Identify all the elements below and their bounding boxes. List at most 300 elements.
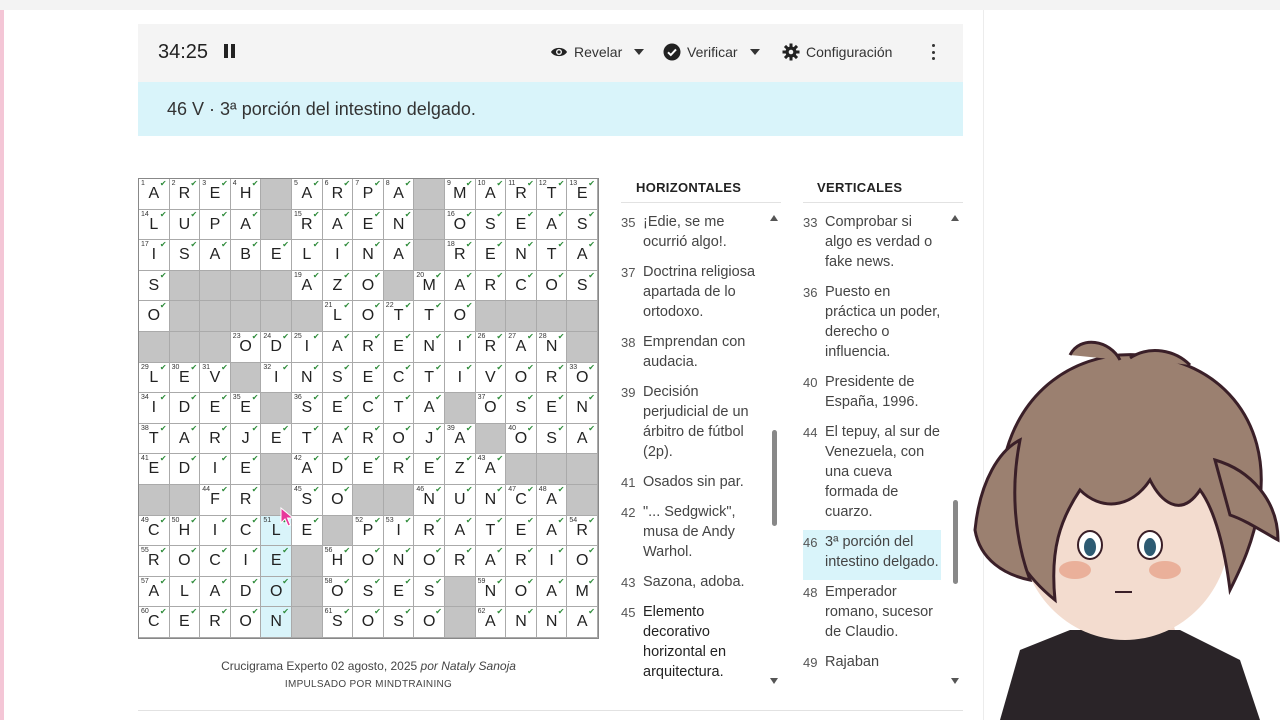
grid-cell[interactable] bbox=[170, 240, 201, 271]
check-mark-icon: ✔ bbox=[496, 240, 504, 250]
cell-letter: J bbox=[241, 429, 250, 447]
cell-letter: E bbox=[423, 460, 435, 478]
clue-text: Presidente de España, 1996. bbox=[825, 374, 919, 410]
grid-cell[interactable] bbox=[231, 210, 262, 241]
grid-cell[interactable] bbox=[506, 210, 537, 241]
check-mark-icon: ✔ bbox=[282, 546, 289, 556]
grid-cell[interactable] bbox=[445, 332, 476, 363]
check-mark-icon: ✔ bbox=[312, 240, 320, 250]
cell-letter: N bbox=[423, 491, 435, 508]
grid-cell[interactable] bbox=[384, 516, 415, 547]
grid-cell[interactable] bbox=[139, 546, 170, 577]
grid-cell[interactable] bbox=[476, 240, 507, 271]
grid-cell[interactable] bbox=[567, 240, 598, 271]
reveal-menu[interactable] bbox=[550, 43, 644, 61]
grid-cell[interactable] bbox=[231, 424, 262, 455]
grid-cell[interactable] bbox=[414, 393, 445, 424]
verify-menu[interactable] bbox=[663, 43, 760, 61]
grid-cell[interactable] bbox=[537, 546, 568, 577]
grid-cell[interactable] bbox=[353, 607, 384, 638]
grid-cell[interactable] bbox=[384, 546, 415, 577]
grid-cell[interactable] bbox=[200, 240, 231, 271]
grid-cell[interactable] bbox=[323, 179, 354, 210]
cell-letter: O bbox=[514, 368, 528, 386]
grid-cell[interactable] bbox=[476, 516, 507, 547]
check-mark-icon: ✔ bbox=[190, 393, 198, 403]
grid-cell[interactable] bbox=[261, 240, 292, 271]
grid-cell[interactable] bbox=[323, 485, 354, 516]
check-mark-icon: ✔ bbox=[435, 546, 442, 556]
grid-cell[interactable] bbox=[384, 393, 415, 424]
grid-cell[interactable] bbox=[353, 332, 384, 363]
grid-cell[interactable] bbox=[384, 363, 415, 394]
down-scroll-down-icon[interactable] bbox=[951, 678, 959, 684]
cell-letter: I bbox=[457, 338, 463, 355]
across-scroll-up-icon[interactable] bbox=[770, 215, 778, 221]
check-mark-icon: ✔ bbox=[435, 301, 442, 311]
grid-cell[interactable] bbox=[170, 363, 201, 394]
grid-cell[interactable] bbox=[567, 179, 598, 210]
grid-cell[interactable] bbox=[231, 393, 262, 424]
cell-letter: I bbox=[212, 521, 218, 539]
grid-cell[interactable] bbox=[353, 393, 384, 424]
grid-cell[interactable] bbox=[353, 240, 384, 271]
gear-icon bbox=[782, 43, 800, 61]
grid-cell[interactable] bbox=[323, 577, 354, 608]
grid-cell[interactable] bbox=[200, 607, 231, 638]
grid-cell[interactable] bbox=[231, 607, 262, 638]
cell-letter: C bbox=[362, 399, 374, 417]
grid-cell[interactable] bbox=[445, 485, 476, 516]
cell-number: 61 bbox=[324, 608, 333, 616]
grid-cell[interactable] bbox=[323, 546, 354, 577]
grid-cell[interactable] bbox=[231, 332, 262, 363]
check-mark-icon: ✔ bbox=[435, 515, 442, 525]
grid-cell[interactable] bbox=[537, 607, 568, 638]
grid-cell[interactable] bbox=[506, 240, 537, 271]
cell-letter: Z bbox=[332, 276, 343, 294]
grid-cell[interactable] bbox=[292, 332, 323, 363]
grid-cell[interactable] bbox=[567, 363, 598, 394]
grid-block bbox=[414, 210, 445, 241]
check-mark-icon: ✔ bbox=[465, 423, 473, 433]
grid-cell[interactable] bbox=[200, 363, 231, 394]
grid-cell[interactable] bbox=[323, 454, 354, 485]
clue-item[interactable] bbox=[803, 210, 941, 280]
grid-cell[interactable] bbox=[292, 240, 323, 271]
grid-cell[interactable] bbox=[353, 546, 384, 577]
grid-block bbox=[170, 332, 201, 363]
check-mark-icon: ✔ bbox=[190, 607, 198, 617]
grid-cell[interactable] bbox=[476, 454, 507, 485]
clue-number: 44 bbox=[803, 425, 818, 440]
grid-cell[interactable] bbox=[476, 271, 507, 302]
grid-cell[interactable] bbox=[139, 607, 170, 638]
grid-cell[interactable] bbox=[139, 454, 170, 485]
grid-cell[interactable] bbox=[200, 485, 231, 516]
cell-number: 45 bbox=[294, 486, 302, 493]
grid-cell[interactable] bbox=[445, 179, 476, 210]
grid-cell[interactable] bbox=[170, 607, 201, 638]
cell-letter: P bbox=[362, 521, 374, 539]
grid-cell[interactable] bbox=[537, 271, 568, 302]
grid-cell[interactable] bbox=[323, 210, 354, 241]
cell-number: 40 bbox=[508, 424, 516, 432]
grid-cell[interactable] bbox=[567, 424, 598, 455]
cell-letter: R bbox=[515, 552, 527, 570]
grid-cell[interactable] bbox=[323, 240, 354, 271]
cell-number: 57 bbox=[141, 577, 149, 585]
check-mark-icon: ✔ bbox=[251, 515, 259, 525]
cell-letter: D bbox=[270, 338, 282, 355]
cell-letter: I bbox=[243, 552, 248, 570]
grid-cell[interactable] bbox=[261, 424, 292, 455]
grid-cell[interactable] bbox=[261, 577, 292, 608]
grid-cell[interactable] bbox=[261, 607, 292, 638]
settings-button[interactable] bbox=[782, 43, 892, 61]
grid-cell[interactable] bbox=[414, 363, 445, 394]
grid-cell[interactable] bbox=[200, 393, 231, 424]
grid-cell[interactable] bbox=[567, 271, 598, 302]
grid-cell[interactable] bbox=[567, 607, 598, 638]
grid-cell[interactable] bbox=[292, 485, 323, 516]
grid-cell[interactable] bbox=[445, 301, 476, 332]
cell-letter: O bbox=[147, 307, 161, 325]
grid-cell[interactable] bbox=[537, 424, 568, 455]
clue-item[interactable] bbox=[621, 380, 761, 470]
grid-cell[interactable] bbox=[384, 424, 415, 455]
check-mark-icon: ✔ bbox=[588, 179, 595, 188]
grid-cell[interactable] bbox=[506, 393, 537, 424]
down-scroll-up-icon[interactable] bbox=[951, 215, 959, 221]
grid-cell[interactable] bbox=[414, 424, 445, 455]
grid-cell[interactable] bbox=[537, 240, 568, 271]
clue-item[interactable] bbox=[803, 370, 941, 420]
cell-letter: A bbox=[546, 491, 557, 508]
cell-letter: E bbox=[240, 460, 251, 478]
check-mark-icon: ✔ bbox=[527, 179, 534, 188]
grid-cell[interactable] bbox=[567, 210, 598, 241]
grid-cell[interactable] bbox=[139, 424, 170, 455]
cell-letter: T bbox=[424, 368, 435, 386]
grid-cell[interactable] bbox=[567, 577, 598, 608]
cell-letter: U bbox=[178, 215, 191, 233]
grid-cell[interactable] bbox=[537, 179, 568, 210]
grid-cell[interactable] bbox=[323, 363, 354, 394]
clue-item[interactable] bbox=[621, 570, 761, 600]
grid-cell[interactable] bbox=[139, 577, 170, 608]
cell-number: 24 bbox=[263, 333, 272, 340]
grid-cell[interactable] bbox=[384, 454, 415, 485]
check-mark-icon: ✔ bbox=[159, 362, 167, 372]
clue-item[interactable] bbox=[803, 650, 941, 680]
cell-letter: A bbox=[148, 582, 160, 600]
cell-number: 28 bbox=[538, 333, 547, 340]
grid-cell[interactable] bbox=[353, 271, 384, 302]
down-divider bbox=[803, 202, 963, 203]
grid-cell[interactable] bbox=[384, 240, 415, 271]
grid-cell[interactable] bbox=[353, 454, 384, 485]
grid-cell[interactable] bbox=[414, 271, 445, 302]
grid-cell[interactable] bbox=[231, 240, 262, 271]
cell-number: 43 bbox=[477, 455, 486, 463]
cell-letter: E bbox=[546, 399, 557, 417]
cell-number: 4 bbox=[232, 180, 237, 187]
grid-cell[interactable] bbox=[323, 301, 354, 332]
check-mark-icon: ✔ bbox=[251, 179, 259, 188]
grid-cell[interactable] bbox=[537, 210, 568, 241]
grid-cell[interactable] bbox=[384, 607, 415, 638]
grid-cell[interactable] bbox=[200, 210, 231, 241]
grid-cell[interactable] bbox=[170, 577, 201, 608]
grid-cell[interactable] bbox=[506, 271, 537, 302]
grid-cell[interactable] bbox=[170, 179, 201, 210]
grid-cell[interactable] bbox=[476, 607, 507, 638]
grid-cell[interactable] bbox=[414, 546, 445, 577]
clue-number: 49 bbox=[803, 655, 818, 670]
grid-cell[interactable] bbox=[292, 454, 323, 485]
cell-letter: O bbox=[422, 613, 436, 631]
grid-cell[interactable] bbox=[506, 485, 537, 516]
grid-cell[interactable] bbox=[537, 332, 568, 363]
grid-cell[interactable] bbox=[353, 301, 384, 332]
grid-cell[interactable] bbox=[414, 301, 445, 332]
grid-cell[interactable] bbox=[231, 516, 262, 547]
grid-cell[interactable] bbox=[537, 363, 568, 394]
grid-cell[interactable] bbox=[414, 332, 445, 363]
grid-cell[interactable] bbox=[476, 546, 507, 577]
grid-cell[interactable] bbox=[476, 332, 507, 363]
grid-cell[interactable] bbox=[445, 210, 476, 241]
grid-cell[interactable] bbox=[414, 454, 445, 485]
check-mark-icon: ✔ bbox=[312, 393, 320, 403]
grid-cell[interactable] bbox=[414, 577, 445, 608]
cell-number: 38 bbox=[141, 424, 149, 432]
grid-cell[interactable] bbox=[353, 516, 384, 547]
grid-cell[interactable] bbox=[200, 546, 231, 577]
grid-cell[interactable] bbox=[200, 179, 231, 210]
grid-cell[interactable] bbox=[323, 393, 354, 424]
grid-cell[interactable] bbox=[384, 332, 415, 363]
grid-cell[interactable] bbox=[384, 301, 415, 332]
grid-cell[interactable] bbox=[231, 577, 262, 608]
across-scroll-down-icon[interactable] bbox=[770, 678, 778, 684]
kebab-menu-icon[interactable] bbox=[930, 44, 936, 60]
grid-cell[interactable] bbox=[537, 485, 568, 516]
grid-block bbox=[414, 240, 445, 271]
grid-cell[interactable] bbox=[384, 210, 415, 241]
grid-cell[interactable] bbox=[323, 271, 354, 302]
clue-item[interactable] bbox=[803, 580, 941, 650]
grid-cell[interactable] bbox=[567, 546, 598, 577]
grid-cell[interactable] bbox=[170, 424, 201, 455]
check-mark-icon: ✔ bbox=[282, 332, 289, 341]
grid-cell[interactable] bbox=[170, 516, 201, 547]
cell-letter: E bbox=[301, 521, 313, 539]
grid-cell[interactable] bbox=[506, 577, 537, 608]
grid-cell[interactable] bbox=[506, 516, 537, 547]
grid-cell[interactable] bbox=[292, 363, 323, 394]
grid-block bbox=[170, 301, 201, 332]
grid-cell[interactable] bbox=[139, 210, 170, 241]
grid-cell[interactable] bbox=[200, 577, 231, 608]
grid-cell[interactable] bbox=[261, 363, 292, 394]
clue-item[interactable] bbox=[803, 420, 941, 530]
grid-cell[interactable] bbox=[476, 577, 507, 608]
clue-text: Decisión perjudicial de un árbitro de fútbol (2p). bbox=[643, 384, 749, 460]
down-scrollbar[interactable] bbox=[953, 500, 958, 584]
clue-number: 45 bbox=[621, 605, 636, 620]
grid-cell[interactable] bbox=[200, 424, 231, 455]
grid-cell[interactable] bbox=[292, 210, 323, 241]
clue-number: 38 bbox=[621, 335, 636, 350]
grid-cell[interactable] bbox=[170, 546, 201, 577]
grid-cell[interactable] bbox=[445, 363, 476, 394]
check-mark-icon: ✔ bbox=[221, 485, 228, 494]
grid-cell[interactable] bbox=[353, 424, 384, 455]
grid-cell[interactable] bbox=[476, 179, 507, 210]
cell-number: 48 bbox=[538, 486, 547, 493]
pause-icon[interactable] bbox=[222, 44, 236, 60]
grid-cell[interactable] bbox=[292, 516, 323, 547]
clue-item[interactable] bbox=[803, 530, 941, 580]
grid-cell[interactable] bbox=[537, 393, 568, 424]
grid-cell[interactable] bbox=[445, 271, 476, 302]
check-mark-icon: ✔ bbox=[404, 240, 412, 250]
grid-cell[interactable] bbox=[414, 485, 445, 516]
clue-item[interactable] bbox=[621, 260, 761, 330]
grid-cell[interactable] bbox=[445, 240, 476, 271]
cell-letter: N bbox=[515, 246, 527, 264]
grid-cell[interactable] bbox=[139, 301, 170, 332]
cell-number: 34 bbox=[141, 394, 149, 402]
grid-cell[interactable] bbox=[506, 424, 537, 455]
grid-block bbox=[537, 301, 568, 332]
grid-cell[interactable] bbox=[261, 546, 292, 577]
cell-number: 3 bbox=[202, 180, 207, 187]
grid-cell[interactable] bbox=[292, 393, 323, 424]
clue-item[interactable] bbox=[621, 470, 761, 500]
grid-cell[interactable] bbox=[567, 393, 598, 424]
grid-cell[interactable] bbox=[323, 607, 354, 638]
check-mark-icon: ✔ bbox=[404, 301, 412, 311]
across-scrollbar[interactable] bbox=[772, 430, 777, 526]
check-mark-icon: ✔ bbox=[557, 546, 565, 556]
grid-cell[interactable] bbox=[506, 363, 537, 394]
grid-cell[interactable] bbox=[476, 485, 507, 516]
grid-cell[interactable] bbox=[537, 577, 568, 608]
grid-cell[interactable] bbox=[170, 454, 201, 485]
check-mark-icon: ✔ bbox=[374, 576, 381, 586]
cell-letter: A bbox=[485, 460, 496, 478]
check-mark-icon: ✔ bbox=[190, 209, 198, 219]
grid-cell[interactable] bbox=[445, 424, 476, 455]
grid-cell[interactable] bbox=[353, 210, 384, 241]
grid-cell[interactable] bbox=[384, 577, 415, 608]
grid-block bbox=[476, 424, 507, 455]
clue-item[interactable] bbox=[621, 210, 761, 260]
grid-cell[interactable] bbox=[261, 332, 292, 363]
grid-cell[interactable] bbox=[414, 516, 445, 547]
grid-cell[interactable] bbox=[353, 363, 384, 394]
grid-cell[interactable] bbox=[445, 546, 476, 577]
grid-cell[interactable] bbox=[506, 179, 537, 210]
clue-number: 46 bbox=[803, 535, 818, 550]
grid-cell[interactable] bbox=[200, 454, 231, 485]
grid-cell[interactable] bbox=[445, 454, 476, 485]
grid-cell[interactable] bbox=[170, 210, 201, 241]
clue-item[interactable] bbox=[621, 500, 761, 570]
grid-cell[interactable] bbox=[476, 210, 507, 241]
cell-letter: A bbox=[393, 185, 404, 202]
grid-cell[interactable] bbox=[445, 516, 476, 547]
clue-number: 39 bbox=[621, 385, 636, 400]
check-mark-icon: ✔ bbox=[374, 454, 381, 464]
grid-cell[interactable] bbox=[476, 363, 507, 394]
grid-cell[interactable] bbox=[231, 454, 262, 485]
grid-cell[interactable] bbox=[292, 271, 323, 302]
grid-cell[interactable] bbox=[414, 607, 445, 638]
grid-cell[interactable] bbox=[353, 179, 384, 210]
grid-cell[interactable] bbox=[506, 546, 537, 577]
grid-cell[interactable] bbox=[537, 516, 568, 547]
across-clue-list[interactable] bbox=[621, 210, 761, 692]
check-mark-icon: ✔ bbox=[557, 515, 565, 525]
grid-cell[interactable] bbox=[139, 393, 170, 424]
clue-item[interactable] bbox=[803, 280, 941, 370]
grid-cell[interactable] bbox=[200, 516, 231, 547]
grid-cell[interactable] bbox=[353, 577, 384, 608]
grid-cell[interactable] bbox=[384, 179, 415, 210]
grid-cell[interactable] bbox=[476, 393, 507, 424]
clue-item[interactable] bbox=[621, 600, 761, 690]
grid-cell[interactable] bbox=[231, 485, 262, 516]
grid-cell[interactable] bbox=[139, 240, 170, 271]
across-divider bbox=[621, 202, 781, 203]
grid-cell[interactable] bbox=[139, 363, 170, 394]
check-mark-icon: ✔ bbox=[282, 362, 289, 372]
grid-cell[interactable] bbox=[292, 179, 323, 210]
cell-letter: O bbox=[361, 276, 375, 294]
clue-item[interactable] bbox=[621, 330, 761, 380]
grid-cell[interactable] bbox=[506, 332, 537, 363]
cell-letter: A bbox=[240, 215, 251, 233]
clue-text: ¡Edie, se me ocurrió algo!. bbox=[643, 214, 727, 250]
cell-letter: U bbox=[454, 491, 466, 508]
grid-block bbox=[231, 363, 262, 394]
cell-letter: A bbox=[576, 613, 588, 631]
grid-cell[interactable] bbox=[292, 424, 323, 455]
grid-cell[interactable] bbox=[231, 179, 262, 210]
grid-cell[interactable] bbox=[567, 516, 598, 547]
check-mark-icon: ✔ bbox=[496, 485, 504, 494]
grid-cell[interactable] bbox=[231, 546, 262, 577]
grid-cell[interactable] bbox=[323, 424, 354, 455]
grid-cell[interactable] bbox=[170, 393, 201, 424]
check-mark-icon: ✔ bbox=[435, 454, 442, 464]
check-mark-icon: ✔ bbox=[312, 454, 320, 464]
grid-cell[interactable] bbox=[139, 179, 170, 210]
grid-cell[interactable] bbox=[139, 516, 170, 547]
grid-cell[interactable] bbox=[139, 271, 170, 302]
check-mark-icon: ✔ bbox=[221, 393, 228, 403]
check-mark-icon: ✔ bbox=[588, 576, 595, 586]
down-clue-list[interactable] bbox=[803, 210, 941, 692]
cell-letter: O bbox=[239, 613, 252, 631]
cell-letter: T bbox=[393, 307, 404, 325]
grid-cell[interactable] bbox=[323, 332, 354, 363]
grid-cell[interactable] bbox=[506, 607, 537, 638]
